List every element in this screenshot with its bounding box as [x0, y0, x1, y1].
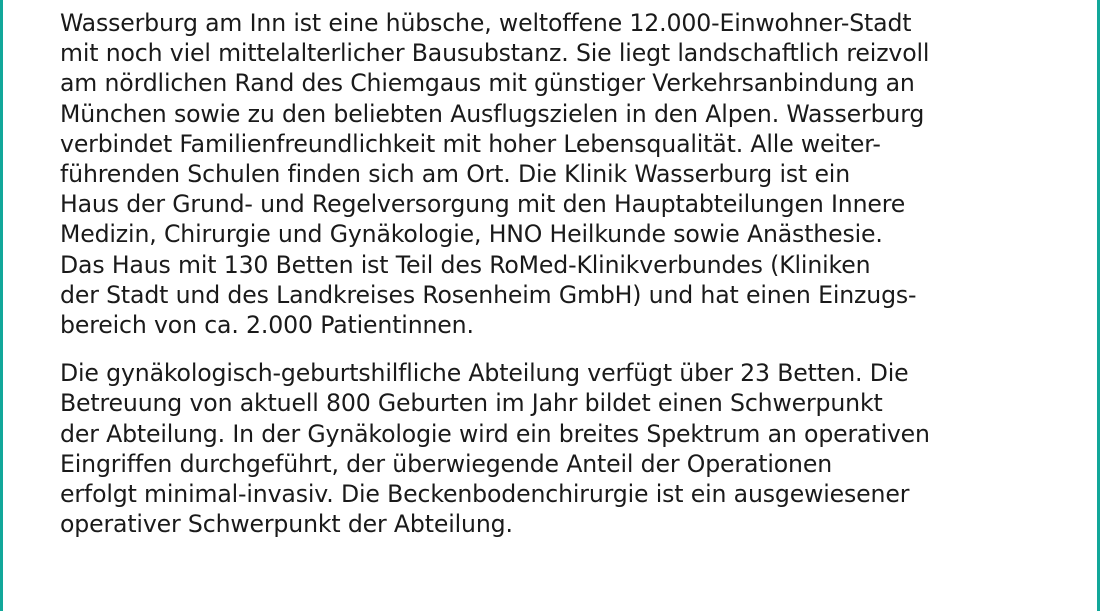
paragraph-department	[60, 358, 1085, 539]
text-line: der Abteilung. In der Gynäkologie wird ein breites Spektrum an operativen	[60, 419, 930, 448]
text-line: Das Haus mit 130 Betten ist Teil des RoMed-Klinikverbundes (Kliniken	[60, 250, 871, 279]
text-line: erfolgt minimal-invasiv. Die Beckenbodenchirurgie ist ein ausgewiesener	[60, 480, 910, 509]
text-line: Eingriffen durchgeführt, der überwiegende Anteil der Operationen	[60, 449, 833, 478]
text-line: Wasserburg am Inn ist eine hübsche, weltoffene 12.000-Einwohner-Stadt	[60, 9, 912, 37]
text-line: verbindet Familienfreundlichkeit mit hoher Lebensqualität. Alle weiter-	[60, 129, 881, 158]
text-line: München sowie zu den beliebten Ausflugszielen in den Alpen. Wasserburg	[60, 99, 925, 128]
text-line: bereich von ca. 2.000 Patientinnen.	[60, 311, 474, 340]
text-line: Betreuung von aktuell 800 Geburten im Jahr bildet einen Schwerpunkt	[60, 389, 883, 418]
text-line: Haus der Grund- und Regelversorgung mit den Hauptabteilungen Innere	[60, 190, 906, 219]
paragraph-spacer	[60, 340, 1085, 358]
paragraph-town-and-clinic	[60, 8, 1085, 340]
text-line: führenden Schulen finden sich am Ort. Die Klinik Wasserburg ist ein	[60, 160, 851, 189]
text-line: operativer Schwerpunkt der Abteilung.	[60, 510, 513, 539]
text-line: mit noch viel mittelalterlicher Bausubstanz. Sie liegt landschaftlich reizvoll	[60, 39, 930, 68]
text-block	[60, 8, 1085, 539]
text-line: am nördlichen Rand des Chiemgaus mit günstiger Verkehrsanbindung an	[60, 69, 915, 98]
text-line: Die gynäkologisch-geburtshilfliche Abteilung verfügt über 23 Betten. Die	[60, 359, 909, 388]
text-line: Medizin, Chirurgie und Gynäkologie, HNO Heilkunde sowie Anästhesie.	[60, 220, 883, 249]
text-line: der Stadt und des Landkreises Rosenheim GmbH) und hat einen Einzugs-	[60, 280, 917, 309]
